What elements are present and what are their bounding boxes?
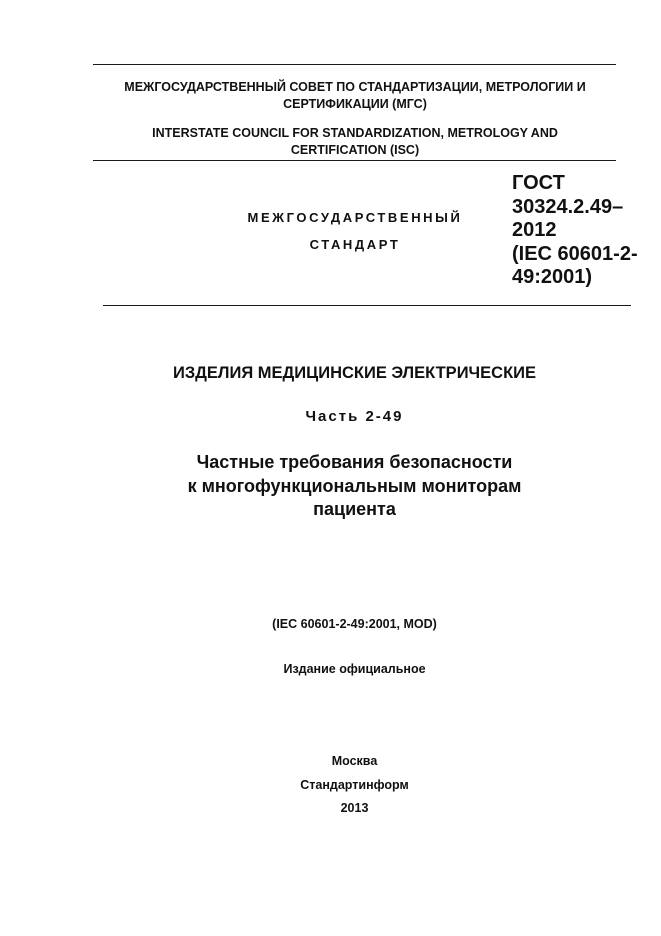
council-name-ru-line2: СЕРТИФИКАЦИИ (МГС) [283, 97, 427, 111]
part-number: Часть 2-49 [305, 408, 404, 425]
designation-line-5: 49:2001) [512, 266, 593, 288]
imprint-publisher: Стандартинформ [300, 778, 409, 792]
council-name-ru-line1: МЕЖГОСУДАРСТВЕННЫЙ СОВЕТ ПО СТАНДАРТИЗАЦИИ, МЕТРОЛОГИИ И [124, 80, 586, 94]
document-title: ИЗДЕЛИЯ МЕДИЦИНСКИЕ ЭЛЕКТРИЧЕСКИЕ [172, 364, 537, 382]
subtitle-line1: Частные требования безопасности [196, 452, 513, 472]
designation-line-3: 2012 [512, 219, 557, 241]
iec-reference: (IEC 60601-2-49:2001, MOD) [272, 617, 437, 631]
imprint-city: Москва [331, 754, 378, 768]
designation-line-4: (IEC 60601-2- [512, 242, 638, 265]
designation-line-2: 30324.2.49– [512, 195, 624, 218]
council-name-en-line2: CERTIFICATION (ISC) [290, 143, 420, 157]
council-name-en [95, 125, 615, 159]
imprint-year: 2013 [340, 801, 369, 815]
subtitle-line2: к многофункциональным мониторам [187, 475, 522, 496]
council-name-ru [95, 79, 615, 113]
document-subtitle [24, 451, 661, 522]
designation-divider [103, 305, 631, 306]
edition-note: Издание официальное [283, 662, 426, 676]
standard-designation [512, 172, 652, 290]
designation-line-1: ГОСТ [512, 172, 565, 194]
subtitle-line3: пациента [313, 499, 396, 519]
standard-type-line2: СТАНДАРТ [309, 237, 401, 252]
top-divider [93, 64, 616, 65]
standard-type-line1: МЕЖГОСУДАРСТВЕННЫЙ [247, 210, 463, 225]
header-divider [93, 160, 616, 161]
council-name-en-line1: INTERSTATE COUNCIL FOR STANDARDIZATION, METROLOGY AND [152, 126, 558, 140]
